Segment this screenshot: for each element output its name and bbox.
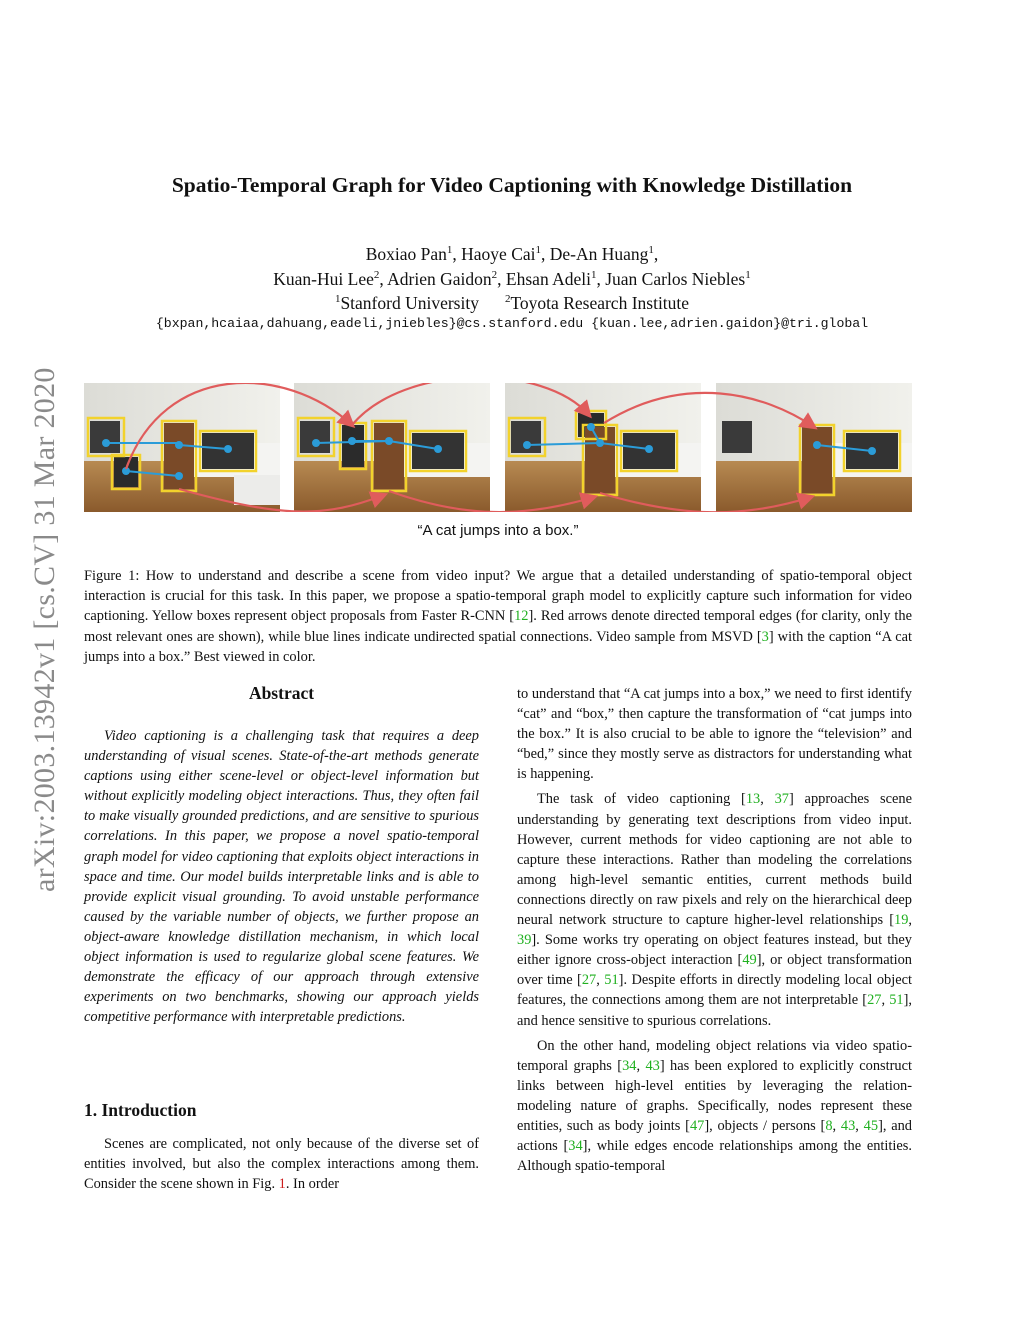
author-affiliation-mark: 1 xyxy=(535,244,541,256)
figure-frame-caption: “A cat jumps into a box.” xyxy=(417,522,579,539)
author-name: Kuan-Hui Lee xyxy=(273,268,374,289)
introduction-text: Scenes are complicated, not only because of the diverse set of entities involved, but also the complex interactions among them. Consider the scene shown in Fig. 1. In order xyxy=(84,1136,479,1193)
right-para-3: On the other hand, modeling object relations via video spatio-temporal graphs [34, 43] has been explored to explicitly construct links between high-level entities by leveraging the relation-modeling nature of graphs. Specifically, nodes represent these entities, such as body joints [47], objects / persons [8, 43, 45], and actions [34], while edges encode relationships among the entities. Although spatio-temporal xyxy=(517,1037,912,1175)
video-frame-3 xyxy=(505,383,701,512)
author-affiliation-mark: 1 xyxy=(590,269,597,281)
abstract-text: Video captioning is a challenging task that requires a deep understanding of visual scenes. State-of-the-art methods generate captions using either scene-level or object-level information but without explicitly modeling object interactions. Thus, they often fail to make visually grounded predictions, and are sensitive to spurious correlations. In this paper, we propose a novel spatio-temporal graph model for video captioning that exploits object interactions in space and time. Our model builds interpretable links and is able to provide explicit visual grounding. To avoid unstable performance caused by the variable number of objects, we further propose an object-aware knowledge distillation mechanism, in which local object information is used to regularize global scene features. We demonstrate the efficacy of our approach through extensive experiments on two benchmarks, showing our approach yields competitive performance with interpretable predictions. xyxy=(84,728,479,1026)
author-affiliation-mark: 2 xyxy=(373,269,380,281)
introduction-heading: 1. Introduction xyxy=(84,1100,197,1120)
right-para-2: The task of video captioning [13, 37] approaches scene understanding by generating text descriptions from video input. However, current methods for video captioning are not able to capture these interactions. Rather than modeling the correlations among high-level semantic entities, current methods build connections directly on raw pixels and rely on the hierarchical deep neural network structure to capture higher-level relationships [19, 39]. Some works try operating on object features instead, but they either ignore cross-object interaction [49], or object transformation over time [27, 51]. Despite efforts in directly modeling local object features, the connections among them are not interpretable [27, 51], and hence sensitive to spurious correlations. xyxy=(517,791,913,1029)
affiliation-name: Toyota Research Institute xyxy=(510,292,690,313)
author-name: Juan Carlos Niebles xyxy=(605,268,746,289)
affiliation-name: Stanford University xyxy=(340,292,479,313)
teaser-figure xyxy=(84,383,912,512)
video-frame-4 xyxy=(716,383,912,512)
abstract-heading: Abstract xyxy=(248,683,315,703)
author-name: Boxiao Pan xyxy=(365,243,447,264)
author-name: Ehsan Adeli xyxy=(505,268,591,289)
author-affiliation-mark: 1 xyxy=(446,244,453,256)
figure-caption: Figure 1: How to understand and describe a scene from video input? We argue that a detailed understanding of spatio-temporal object interaction is crucial for this task. In this paper, we propose a spatio-temporal graph model to explicitly capture such information for video captioning. Yellow boxes represent object proposals from Faster R-CNN [12]. Red arrows denote directed temporal edges (for clarity, only the most relevant ones are shown), while blue lines indicate undirected spatial connections. Video sample from MSVD [3] with the caption “A cat jumps into a box.” Best viewed in color. xyxy=(84,568,912,665)
author-affiliation-mark: 2 xyxy=(491,269,498,281)
author-affiliation-mark: 1 xyxy=(745,269,751,281)
affiliations xyxy=(60,287,964,316)
paper-title: Spatio-Temporal Graph for Video Captioning with Knowledge Distillation xyxy=(171,173,853,197)
affiliation-number: 2 xyxy=(504,293,511,305)
author-line-1: Boxiao Pan$^1$, Haoye Cai$^1$, De-An Huang$^1$, xyxy=(365,243,659,264)
author-line-2: Kuan-Hui Lee$^2$, Adrien Gaidon$^2$, Ehsan Adeli$^1$, Juan Carlos Niebles$^1$ xyxy=(273,268,751,289)
author-emails: {bxpan,hcaiaa,dahuang,eadeli,jniebles}@cs.stanford.edu {kuan.lee,adrien.gaidon}@tri.global xyxy=(155,316,869,331)
right-para-1: to understand that “A cat jumps into a box,” we need to first identify “cat” and “box,” then capture the transformation of “cat jumps into the box.” It is also crucial to be able to ignore the “television” and “bed,” since they mostly serve as distractors for understanding what is happening. xyxy=(517,686,912,783)
author-name: De-An Huang xyxy=(549,243,649,264)
affiliation-number: 1 xyxy=(334,293,341,305)
author-affiliation-mark: 1 xyxy=(648,244,654,256)
video-frame-1 xyxy=(84,383,280,512)
author-name: Adrien Gaidon xyxy=(387,268,492,289)
right-column-text xyxy=(517,684,912,1176)
author-name: Haoye Cai xyxy=(461,243,536,264)
arxiv-stamp: arXiv:2003.13942v1 [cs.CV] 31 Mar 2020 xyxy=(28,367,61,892)
